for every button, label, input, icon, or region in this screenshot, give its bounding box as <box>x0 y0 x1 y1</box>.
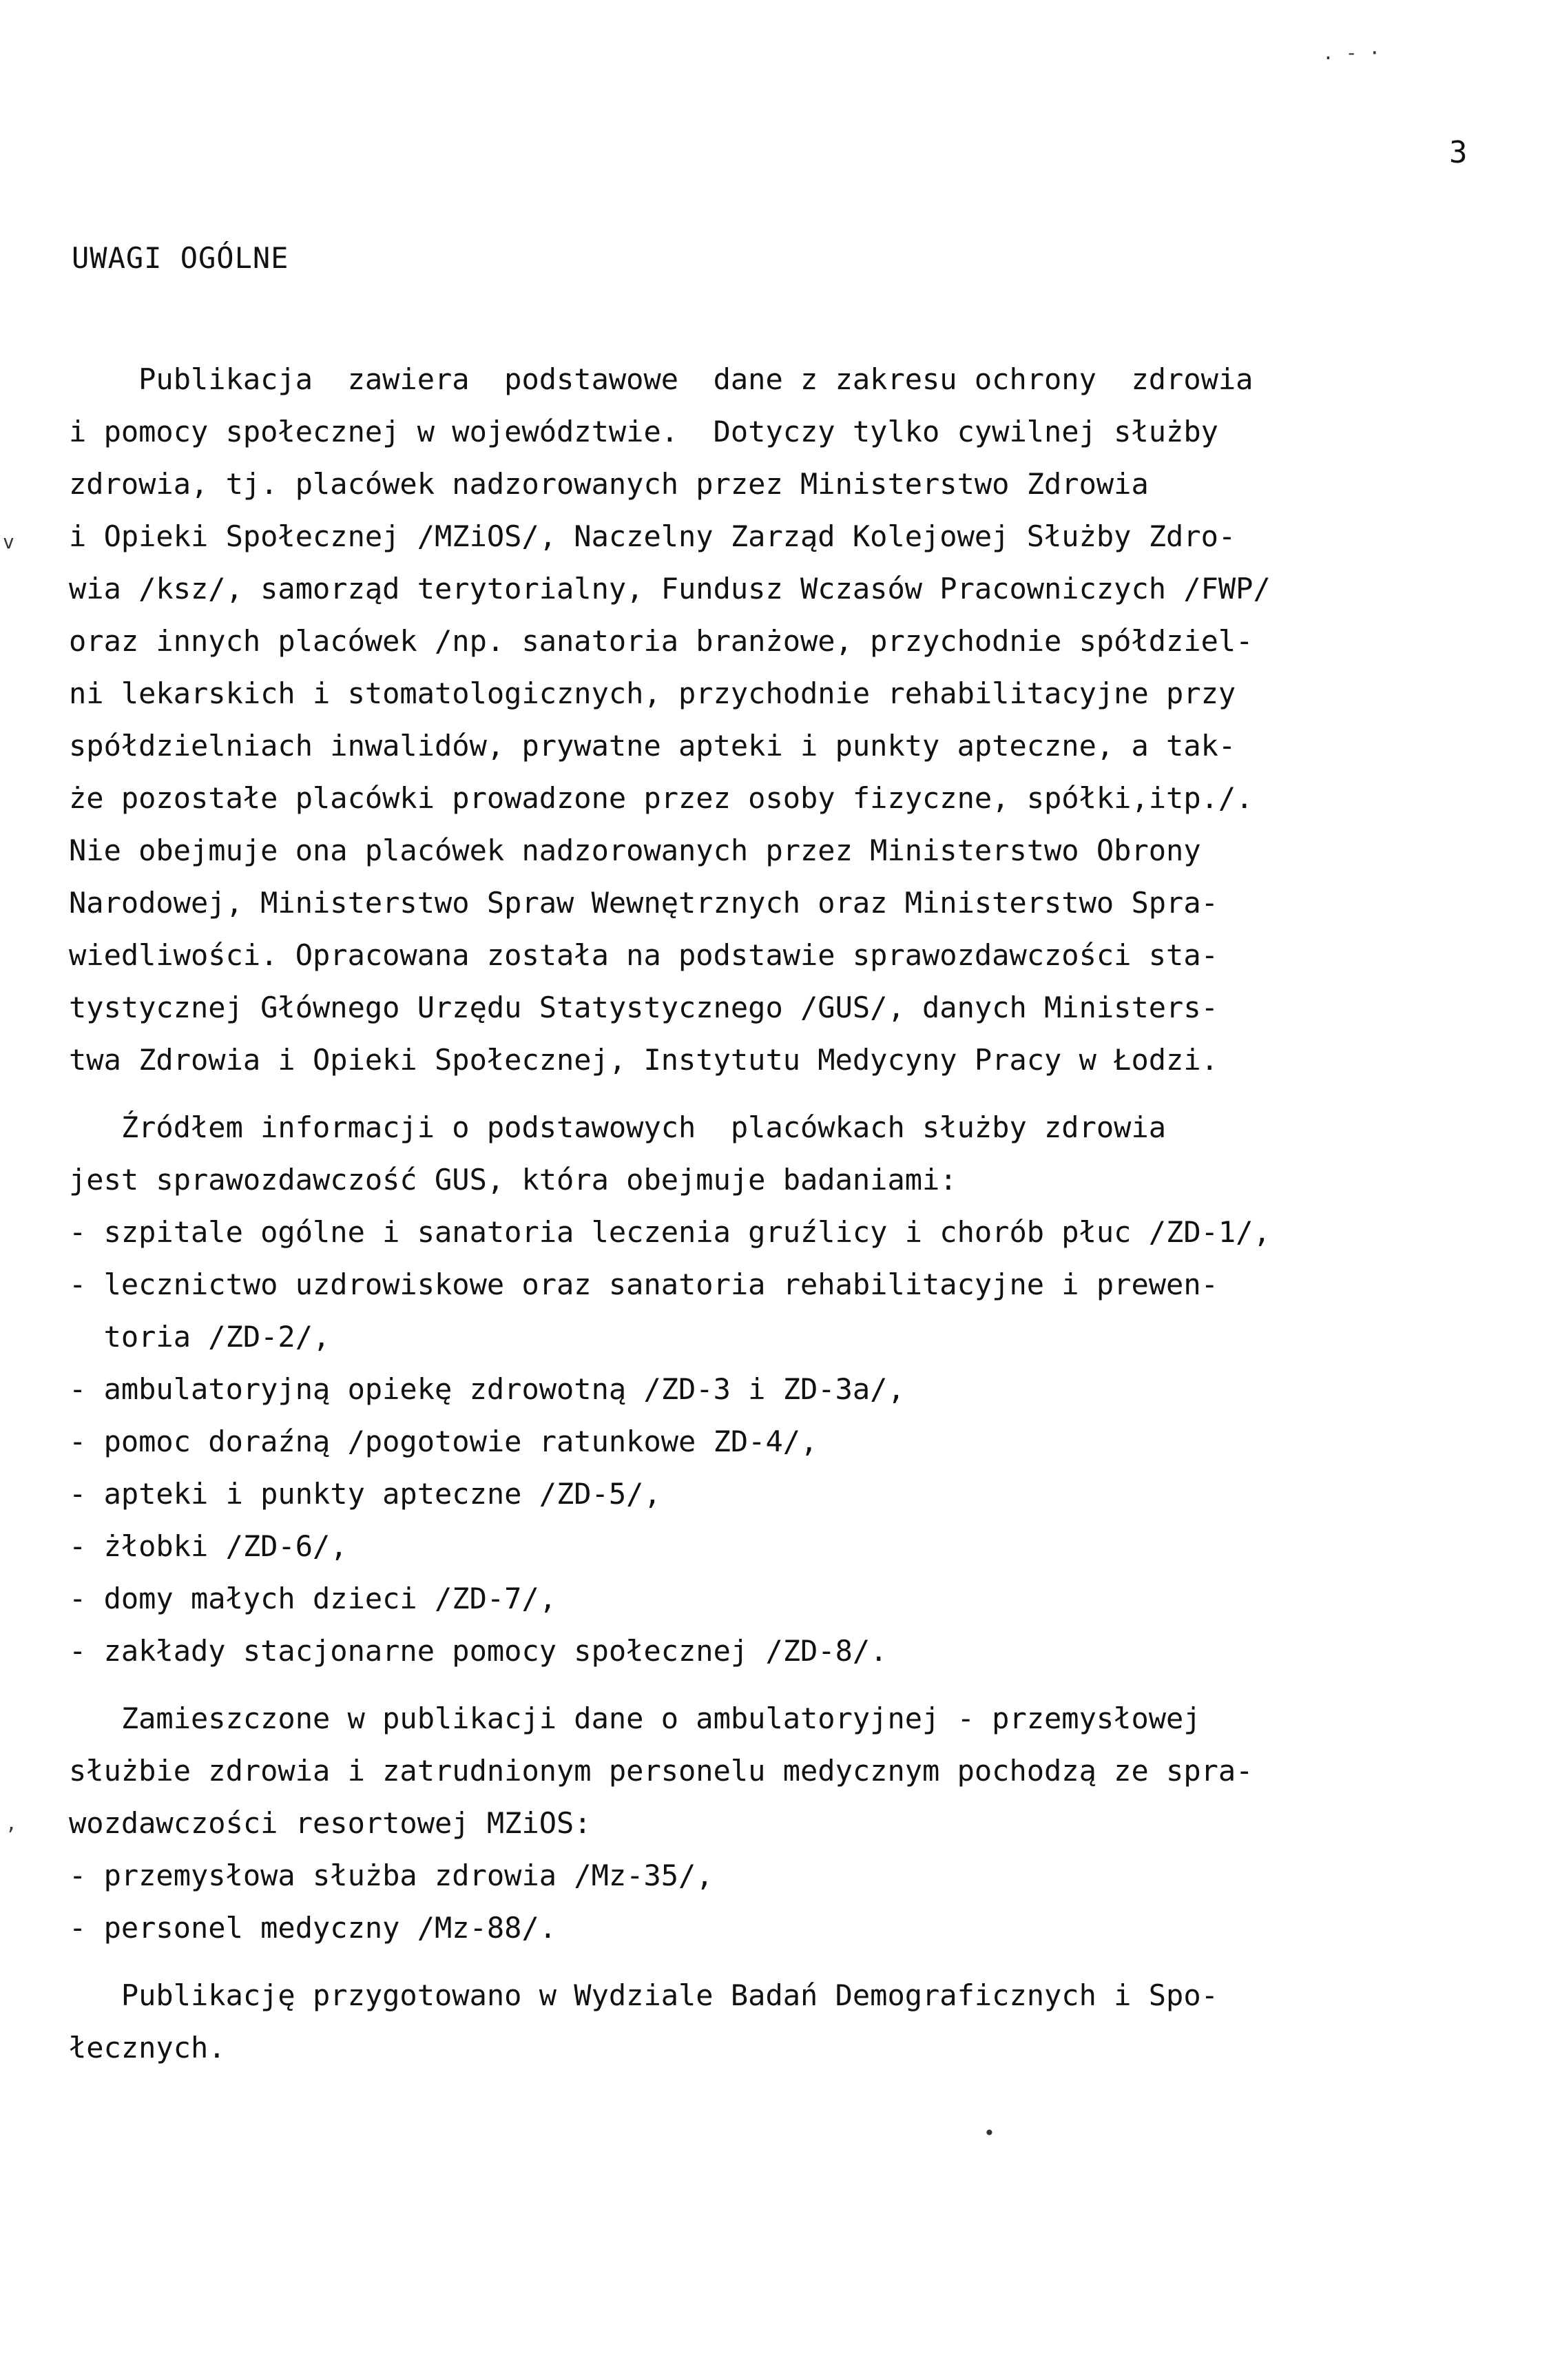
page-number: 3 <box>1449 135 1468 170</box>
text-line: oraz innych placówek /np. sanatoria branżowe, przychodnie spółdziel- <box>69 624 1254 658</box>
text-line: tystycznej Głównego Urzędu Statystycznego /GUS/, danych Ministers- <box>69 991 1218 1024</box>
scan-mark-bottom-dot: • <box>984 2122 995 2144</box>
text-line: i Opieki Społecznej /MZiOS/, Naczelny Zarząd Kolejowej Służby Zdro- <box>69 519 1236 553</box>
text-line: wia /ksz/, samorząd terytorialny, Fundusz Wczasów Pracowniczych /FWP/ <box>69 572 1271 606</box>
list-item: - przemysłowa służba zdrowia /Mz-35/, <box>69 1859 714 1892</box>
list-item: - szpitale ogólne i sanatoria leczenia gruźlicy i chorób płuc /ZD-1/, <box>69 1215 1271 1249</box>
text-line: Publikacja zawiera podstawowe dane z zakresu ochrony zdrowia <box>69 362 1254 396</box>
list-item: - lecznictwo uzdrowiskowe oraz sanatoria rehabilitacyjne i prewen- <box>69 1267 1218 1301</box>
list-item: - zakłady stacjonarne pomocy społecznej /ZD-8/. <box>69 1634 888 1668</box>
list-item: - pomoc doraźną /pogotowie ratunkowe ZD-4/, <box>69 1425 818 1458</box>
list-item: toria /ZD-2/, <box>69 1320 331 1354</box>
text-line: Publikację przygotowano w Wydziale Badań Demograficznych i Spo- <box>69 1978 1218 2012</box>
scan-mark-left-v: v <box>3 530 14 553</box>
text-line: wiedliwości. Opracowana została na podstawie sprawozdawczości sta- <box>69 938 1218 972</box>
text-line: twa Zdrowia i Opieki Społecznej, Instytutu Medycyny Pracy w Łodzi. <box>69 1043 1218 1077</box>
text-line: Nie obejmuje ona placówek nadzorowanych przez Ministerstwo Obrony <box>69 834 1201 867</box>
text-line: jest sprawozdawczość GUS, która obejmuje badaniami: <box>69 1163 957 1197</box>
scan-mark-top-right: . - · <box>1322 41 1381 64</box>
text-line: Zamieszczone w publikacji dane o ambulatoryjnej - przemysłowej <box>69 1701 1201 1735</box>
text-line: ni lekarskich i stomatologicznych, przychodnie rehabilitacyjne przy <box>69 676 1236 710</box>
list-item: - domy małych dzieci /ZD-7/, <box>69 1582 557 1615</box>
text-line: i pomocy społecznej w województwie. Dotyczy tylko cywilnej służby <box>69 415 1218 448</box>
text-line: łecznych. <box>69 2031 226 2065</box>
list-item: - żłobki /ZD-6/, <box>69 1529 348 1563</box>
text-line: że pozostałe placówki prowadzone przez osoby fizyczne, spółki,itp./. <box>69 781 1254 815</box>
list-item: - apteki i punkty apteczne /ZD-5/, <box>69 1477 661 1511</box>
text-line: zdrowia, tj. placówek nadzorowanych przez Ministerstwo Zdrowia <box>69 467 1149 501</box>
text-line: wozdawczości resortowej MZiOS: <box>69 1806 592 1840</box>
list-item: - ambulatoryjną opiekę zdrowotną /ZD-3 i ZD-3a/, <box>69 1372 905 1406</box>
text-line: służbie zdrowia i zatrudnionym personelu medycznym pochodzą ze spra- <box>69 1754 1254 1788</box>
text-line: Narodowej, Ministerstwo Spraw Wewnętrznych oraz Ministerstwo Spra- <box>69 886 1218 920</box>
scan-mark-left-comma: , <box>6 1812 17 1834</box>
text-line: spółdzielniach inwalidów, prywatne apteki i punkty apteczne, a tak- <box>69 729 1236 763</box>
page-heading: UWAGI OGÓLNE <box>72 241 289 275</box>
list-item: - personel medyczny /Mz-88/. <box>69 1911 557 1945</box>
text-line: Źródłem informacji o podstawowych placówkach służby zdrowia <box>69 1110 1167 1144</box>
